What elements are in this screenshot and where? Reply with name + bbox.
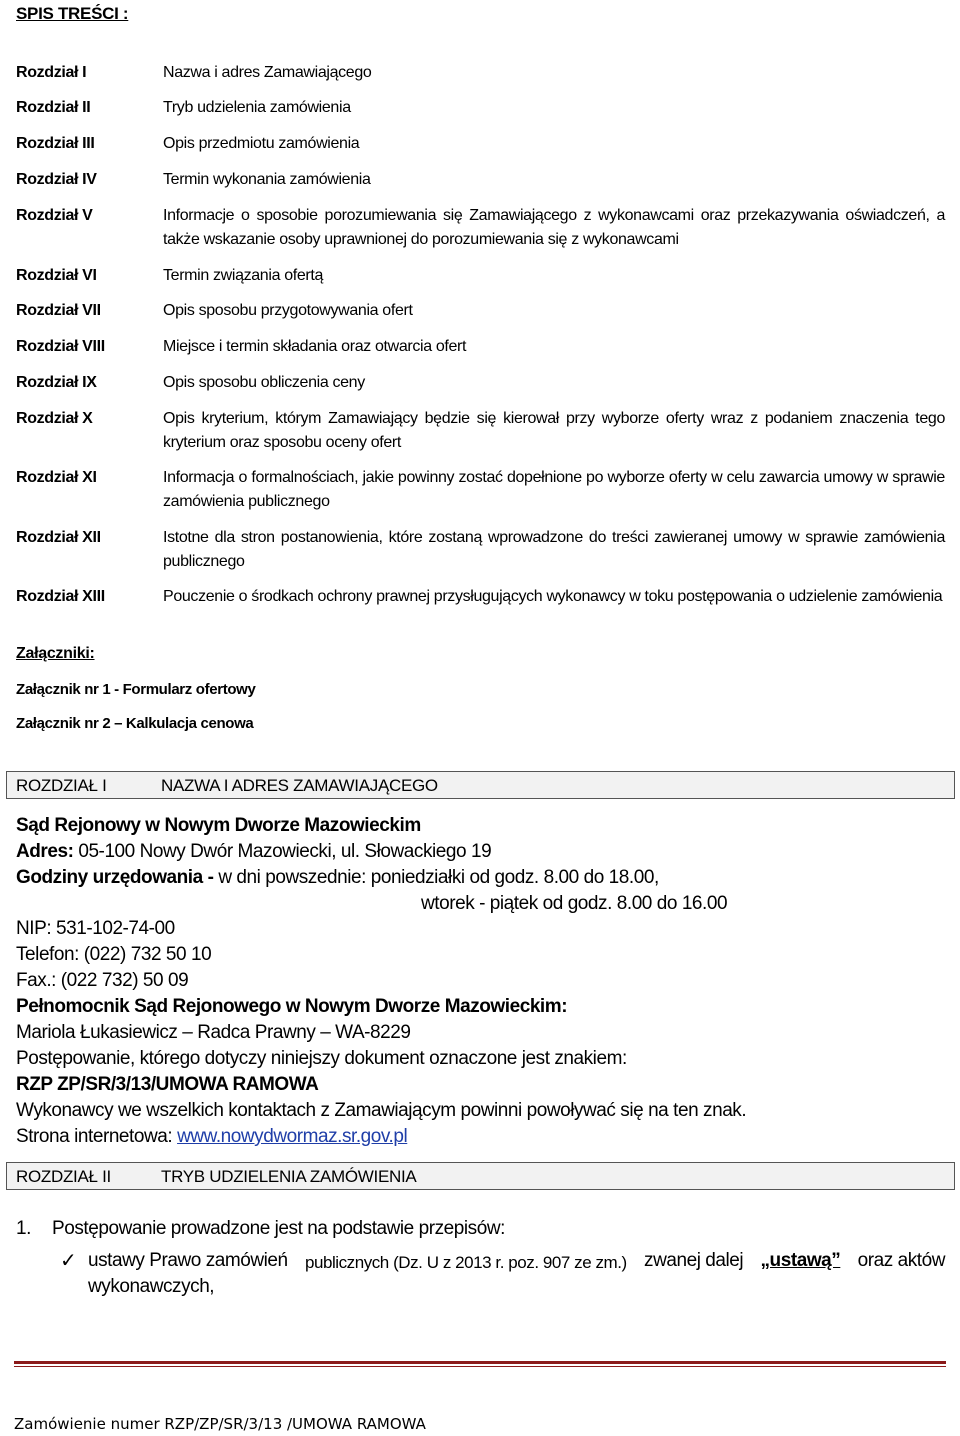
website-line [16, 1124, 407, 1150]
toc-chapter-label: Rozdział VII [16, 302, 101, 319]
chapter-1-number: ROZDZIAŁ I [16, 776, 107, 795]
toc-chapter-title: Opis sposobu przygotowywania ofert [163, 302, 413, 319]
procedure-sign: RZP ZP/SR/3/13/UMOWA RAMOWA [16, 1074, 319, 1095]
bullet-line-2: wykonawczych, [88, 1276, 215, 1297]
toc-chapter-title: Opis sposobu obliczenia ceny [163, 374, 365, 391]
point-number: 1. [16, 1218, 31, 1239]
toc-chapter-title: Informacje o sposobie porozumiewania się Zamawiającego z wykonawcami oraz przekazywania oświadczeń, a także wskazanie osoby uprawnionej do porozumiewania się z wykonawcami [163, 207, 945, 248]
toc-chapter-label: Rozdział X [16, 410, 93, 427]
toc-chapter-label: Rozdział II [16, 99, 91, 116]
office-hours-line [16, 865, 659, 891]
court-name: Sąd Rejonowy w Nowym Dworze Mazowieckim [16, 815, 421, 836]
toc-chapter-label: Rozdział IX [16, 374, 97, 391]
website-link[interactable]: www.nowydwormaz.sr.gov.pl [177, 1126, 408, 1147]
bullet-bold: „ustawą” [760, 1250, 841, 1271]
office-hours-line-2: wtorek - piątek od godz. 8.00 do 16.00 [421, 893, 728, 914]
footer-divider [14, 1361, 946, 1364]
bullet-part-1: ustawy Prawo zamówień [88, 1250, 288, 1271]
bullet-part-3: zwanej dalej [644, 1250, 744, 1271]
address-value: 05-100 Nowy Dwór Mazowiecki, ul. Słowackiego 19 [78, 841, 492, 862]
toc-chapter-title: Pouczenie o środkach ochrony prawnej przysługujących wykonawcy w toku postępowania o udzielenie zamówienia [163, 588, 943, 605]
toc-chapter-title: Nazwa i adres Zamawiającego [163, 64, 372, 81]
contractors-text: Wykonawcy we wszelkich kontaktach z Zamawiającym powinni powoływać się na ten znak. [16, 1100, 747, 1121]
bullet-line-1 [88, 1248, 945, 1276]
toc-chapter-label: Rozdział III [16, 135, 95, 152]
toc-chapter-label: Rozdział XI [16, 469, 97, 486]
toc-chapter-label: Rozdział V [16, 207, 93, 224]
toc-chapter-label: Rozdział XIII [16, 588, 105, 605]
office-hours-value: w dni powszednie: poniedziałki od godz. 8.00 do 18.00, [218, 867, 659, 888]
fax: Fax.: (022 732) 50 09 [16, 970, 189, 991]
proxy-label: Pełnomocnik Sąd Rejonowego w Nowym Dworze Mazowieckim: [16, 996, 568, 1017]
chapter-2-header [6, 1162, 955, 1190]
toc-chapter-title: Miejsce i termin składania oraz otwarcia ofert [163, 338, 467, 355]
phone: Telefon: (022) 732 50 10 [16, 944, 212, 965]
bullet-part-4: oraz aktów [857, 1250, 945, 1271]
procedure-text: Postępowanie, którego dotyczy niniejszy dokument oznaczone jest znakiem: [16, 1048, 627, 1069]
toc-title: SPIS TREŚCI : [16, 4, 129, 23]
nip: NIP: 531-102-74-00 [16, 918, 175, 939]
bullet-part-2: publicznych (Dz. U z 2013 r. poz. 907 ze zm.) [304, 1253, 627, 1272]
address-label: Adres: [16, 841, 74, 862]
toc-chapter-title: Termin związania ofertą [163, 267, 324, 284]
toc-chapter-label: Rozdział VIII [16, 338, 105, 355]
chapter-2-number: ROZDZIAŁ II [16, 1167, 111, 1186]
point-text: Postępowanie prowadzone jest na podstawie przepisów: [52, 1218, 505, 1239]
footer-divider-thin [14, 1366, 946, 1367]
toc-chapter-label: Rozdział XII [16, 529, 101, 546]
toc-chapter-label: Rozdział VI [16, 267, 97, 284]
attachments-title: Załączniki: [16, 645, 95, 662]
toc-chapter-title: Opis kryterium, którym Zamawiający będzie się kierował przy wyborze oferty wraz z podaniem znaczenia tego kryterium oraz sposobu oceny ofert [163, 410, 945, 451]
website-label: Strona internetowa: [16, 1126, 173, 1147]
attachment-item: Załącznik nr 1 - Formularz ofertowy [16, 681, 256, 698]
toc-chapter-title: Opis przedmiotu zamówienia [163, 135, 360, 152]
toc-chapter-label: Rozdział IV [16, 171, 97, 188]
chapter-2-name: TRYB UDZIELENIA ZAMÓWIENIA [161, 1167, 417, 1186]
toc-chapter-title: Tryb udzielenia zamówienia [163, 99, 351, 116]
toc-chapter-title: Istotne dla stron postanowienia, które zostaną wprowadzone do treści zawieranej umowy w sprawie zamówienia publicznego [163, 529, 945, 570]
chapter-1-header [6, 771, 955, 799]
chapter-1-name: NAZWA I ADRES ZAMAWIAJĄCEGO [161, 776, 438, 795]
footer-text: Zamówienie numer RZP/ZP/SR/3/13 /UMOWA RAMOWA [14, 1415, 426, 1433]
toc-chapter-title: Termin wykonania zamówienia [163, 171, 371, 188]
toc-chapter-title: Informacja o formalnościach, jakie powinny zostać dopełnione po wyborze oferty w celu zawarcia umowy w sprawie zamówienia publicznego [163, 469, 945, 510]
address-line [16, 839, 491, 865]
office-hours-label: Godziny urzędowania - [16, 867, 214, 888]
toc-chapter-label: Rozdział I [16, 64, 87, 81]
checkmark-icon: ✓ [60, 1248, 77, 1272]
proxy-name: Mariola Łukasiewicz – Radca Prawny – WA-8229 [16, 1022, 411, 1043]
attachment-item: Załącznik nr 2 – Kalkulacja cenowa [16, 715, 254, 732]
